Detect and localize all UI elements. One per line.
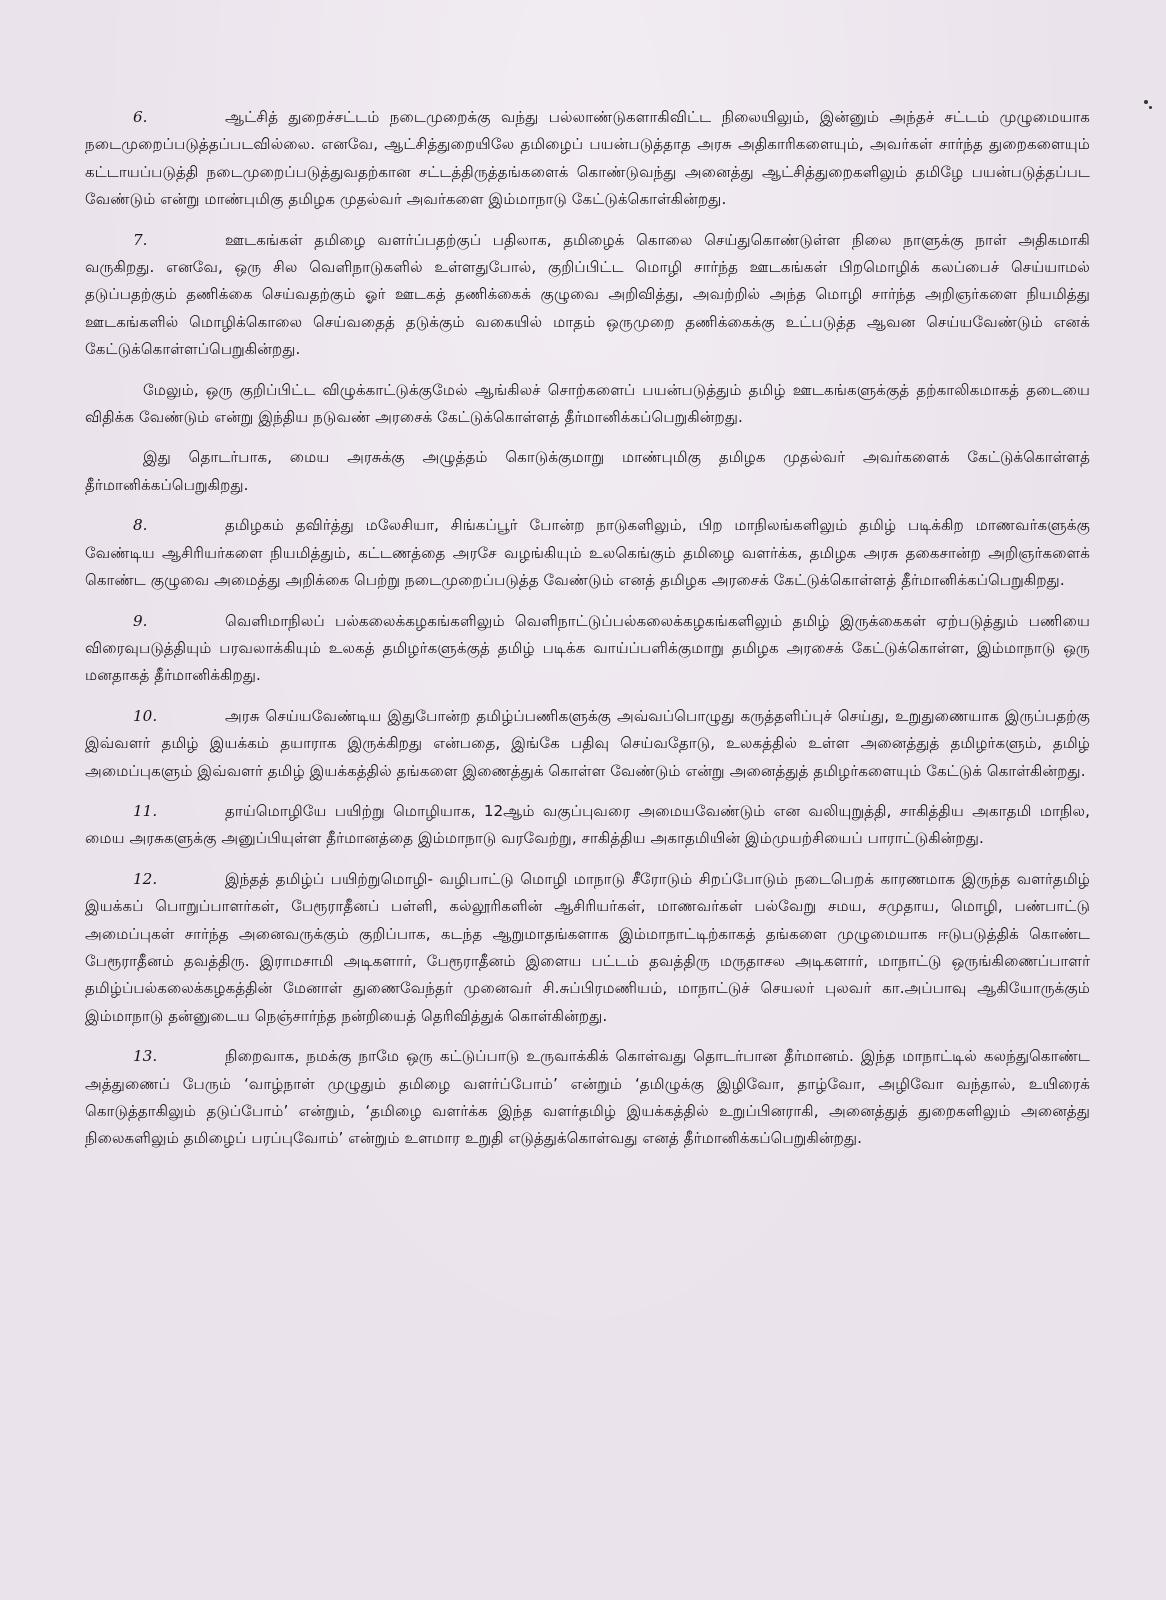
resolution-text: வெளிமாநிலப் பல்கலைக்கழகங்களிலும் வெளிநாட்டுப்பல்கலைக்கழகங்களிலும் தமிழ் இருக்கைகள் ஏற்படுத்தும் பணியை விரைவுபடுத்தியும் பரவலாக்கியும் உலகத் தமிழர்களுக்குத் தமிழ் படிக்க வாய்ப்பளிக்குமாறு தமிழக அரசைக் கேட்டுக்கொள்ள, இம்மாநாடு ஒரு மனதாகத் தீர்மானிக்கிறது. [85, 611, 1090, 685]
bleed-through-marks [430, 23, 791, 79]
ink-speck [1149, 106, 1152, 109]
resolution-number: 10. [133, 706, 158, 725]
continuation-paragraph [85, 444, 1090, 499]
resolution-number: 12. [133, 869, 158, 888]
resolution-number: 6. [133, 108, 148, 126]
resolution-paragraph [85, 512, 1090, 594]
resolution-number: 7. [133, 230, 148, 249]
ink-speck [1144, 100, 1148, 104]
resolution-number: 11. [133, 801, 158, 820]
resolution-text: ஆட்சித் துறைச்சட்டம் நடைமுறைக்கு வந்து பல்லாண்டுகளாகிவிட்ட நிலையிலும், இன்னும் அந்தச் சட்டம் முழுமையாக நடைமுறைப்படுத்தப்படவில்லை. எனவே, ஆட்சித்துறையிலே தமிழைப் பயன்படுத்தாத அரசு அதிகாரிகளையும், அவர்கள் சார்ந்த துறைகளையும் கட்டாயப்படுத்தி நடைமுறைப்படுத்துவதற்கான சட்டத்திருத்தங்களைக் கொண்டுவந்து அனைத்து ஆட்சித்துறைகளிலும் தமிழே பயன்படுத்தப்பட வேண்டும் என்று மாண்புமிகு தமிழக முதல்வர் அவர்களை இம்மாநாடு கேட்டுக்கொள்கின்றது. [85, 108, 1090, 209]
resolution-number: 8. [133, 516, 148, 535]
resolution-number: 13. [133, 1047, 158, 1066]
resolution-text: நிறைவாக, நமக்கு நாமே ஒரு கட்டுப்பாடு உருவாக்கிக் கொள்வது தொடர்பான தீர்மானம். இந்த மாநாட்டில் கலந்துகொண்ட அத்துணைப் பேரும் ‘வாழ்நாள் முழுதும் தமிழை வளர்ப்போம்’ என்றும் ‘தமிழுக்கு இழிவோ, தாழ்வோ, அழிவோ வந்தால், உயிரைக் கொடுத்தாகிலும் தடுப்போம்’ என்றும், ‘தமிழை வளர்க்க இந்த வளர்தமிழ் இயக்கத்தில் உறுப்பினராகி, அனைத்துத் துறைகளிலும் அனைத்து நிலைகளிலும் தமிழைப் பரப்புவோம்’ என்றும் உளமார உறுதி எடுத்துக்கொள்வது எனத் தீர்மானிக்கப்பெறுகின்றது. [85, 1047, 1090, 1148]
resolution-text: இந்தத் தமிழ்ப் பயிற்றுமொழி- வழிபாட்டு மொழி மாநாடு சீரோடும் சிறப்போடும் நடைபெறக் காரணமாக இருந்த வளர்தமிழ் இயக்கப் பொறுப்பாளர்கள், பேரூராதீனப் பள்ளி, கல்லூரிகளின் ஆசிரியர்கள், மாணவர்கள் பல்வேறு சமய, சமுதாய, மொழி, பண்பாட்டு அமைப்புகள் சார்ந்த அனைவருக்கும் குறிப்பாக, கடந்த ஆறுமாதங்களாக இம்மாநாட்டிற்காகத் தங்களை முழுமையாக ஈடுபடுத்திக் கொண்ட பேரூராதீனம் தவத்திரு. இராமசாமி அடிகளார், பேரூராதீனம் இளைய பட்டம் தவத்திரு மருதாசல அடிகளார், மாநாட்டு ஒருங்கிணைப்பாளர் தமிழ்ப்பல்கலைக்கழகத்தின் மேனாள் துணைவேந்தர் முனைவர் சி.சுப்பிரமணியம், மாநாட்டுச் செயலர் புலவர் கா.அப்பாவு ஆகியோருக்கும் இம்மாநாடு தன்னுடைய நெஞ்சார்ந்த நன்றியைத் தெரிவித்துக் கொள்கின்றது. [85, 869, 1090, 1025]
resolution-paragraph [85, 227, 1090, 364]
resolution-text: இது தொடர்பாக, மைய அரசுக்கு அழுத்தம் கொடுக்குமாறு மாண்புமிகு தமிழக முதல்வர் அவர்களைக் கேட்டுக்கொள்ளத் தீர்மானிக்கப்பெறுகிறது. [85, 448, 1090, 494]
resolution-text: தாய்மொழியே பயிற்று மொழியாக, 12ஆம் வகுப்புவரை அமையவேண்டும் என வலியுறுத்தி, சாகித்திய அகாதமி மாநில, மைய அரசுகளுக்கு அனுப்பியுள்ள தீர்மானத்தை இம்மாநாடு வரவேற்று, சாகித்திய அகாதமியின் இம்முயற்சியைப் பாராட்டுகின்றது. [85, 801, 1090, 848]
resolution-paragraph [85, 1043, 1090, 1153]
resolution-text: ஊடகங்கள் தமிழை வளர்ப்பதற்குப் பதிலாக, தமிழைக் கொலை செய்துகொண்டுள்ள நிலை நாளுக்கு நாள் அதிகமாகி வருகிறது. எனவே, ஒரு சில வெளிநாடுகளில் உள்ளதுபோல், குறிப்பிட்ட மொழி சார்ந்த ஊடகங்கள் பிறமொழிக் கலப்பைச் செய்யாமல் தடுப்பதற்கும் தணிக்கை செய்வதற்கும் ஓர் ஊடகத் தணிக்கைக் குழுவை அறிவித்து, அவற்றில் அந்த மொழி சார்ந்த அறிஞர்களை நியமித்து ஊடகங்களில் மொழிக்கொலை செய்வதைத் தடுக்கும் வகையில் மாதம் ஒருமுறை தணிக்கைக்கு உட்படுத்த ஆவன செய்யவேண்டும் எனக் கேட்டுக்கொள்ளப்பெறுகின்றது. [85, 230, 1090, 359]
resolution-paragraph [85, 104, 1090, 214]
resolution-paragraph [85, 608, 1090, 690]
resolution-number: 9. [133, 611, 148, 630]
resolution-paragraph [85, 703, 1090, 785]
resolutions-body [85, 104, 1090, 1153]
resolution-text: அரசு செய்யவேண்டிய இதுபோன்ற தமிழ்ப்பணிகளுக்கு அவ்வப்பொழுது கருத்தளிப்புச் செய்து, உறுதுணையாக இருப்பதற்கு இவ்வளர் தமிழ் இயக்கம் தயாராக இருக்கிறது என்பதை, இங்கே பதிவு செய்வதோடு, உலகத்தில் உள்ள அனைத்துத் தமிழர்களும், தமிழ் அமைப்புகளும் இவ்வளர் தமிழ் இயக்கத்தில் தங்களை இணைத்துக் கொள்ள வேண்டும் என்று அனைத்துத் தமிழர்களையும் கேட்டுக் கொள்கின்றது. [85, 706, 1090, 780]
resolution-paragraph [85, 866, 1090, 1030]
continuation-paragraph [85, 377, 1090, 432]
resolution-paragraph [85, 798, 1090, 853]
resolution-text: மேலும், ஒரு குறிப்பிட்ட விழுக்காட்டுக்குமேல் ஆங்கிலச் சொற்களைப் பயன்படுத்தும் தமிழ் ஊடகங்களுக்குத் தற்காலிகமாகத் தடையை விதிக்க வேண்டும் என்று இந்திய நடுவண் அரசைக் கேட்டுக்கொள்ளத் தீர்மானிக்கப்பெறுகின்றது. [85, 380, 1090, 427]
resolution-text: தமிழகம் தவிர்த்து மலேசியா, சிங்கப்பூர் போன்ற நாடுகளிலும், பிற மாநிலங்களிலும் தமிழ் படிக்கிற மாணவர்களுக்கு வேண்டிய ஆசிரியர்களை நியமித்தும், கட்டணத்தை அரசே வழங்கியும் உலகெங்கும் தமிழை வளர்க்க, தமிழக அரசு தகைசான்ற அறிஞர்களைக் கொண்ட குழுவை அமைத்து அறிக்கை பெற்று நடைமுறைப்படுத்த வேண்டும் எனத் தமிழக அரசைக் கேட்டுக்கொள்ளத் தீர்மானிக்கப்பெறுகிறது. [85, 516, 1090, 590]
